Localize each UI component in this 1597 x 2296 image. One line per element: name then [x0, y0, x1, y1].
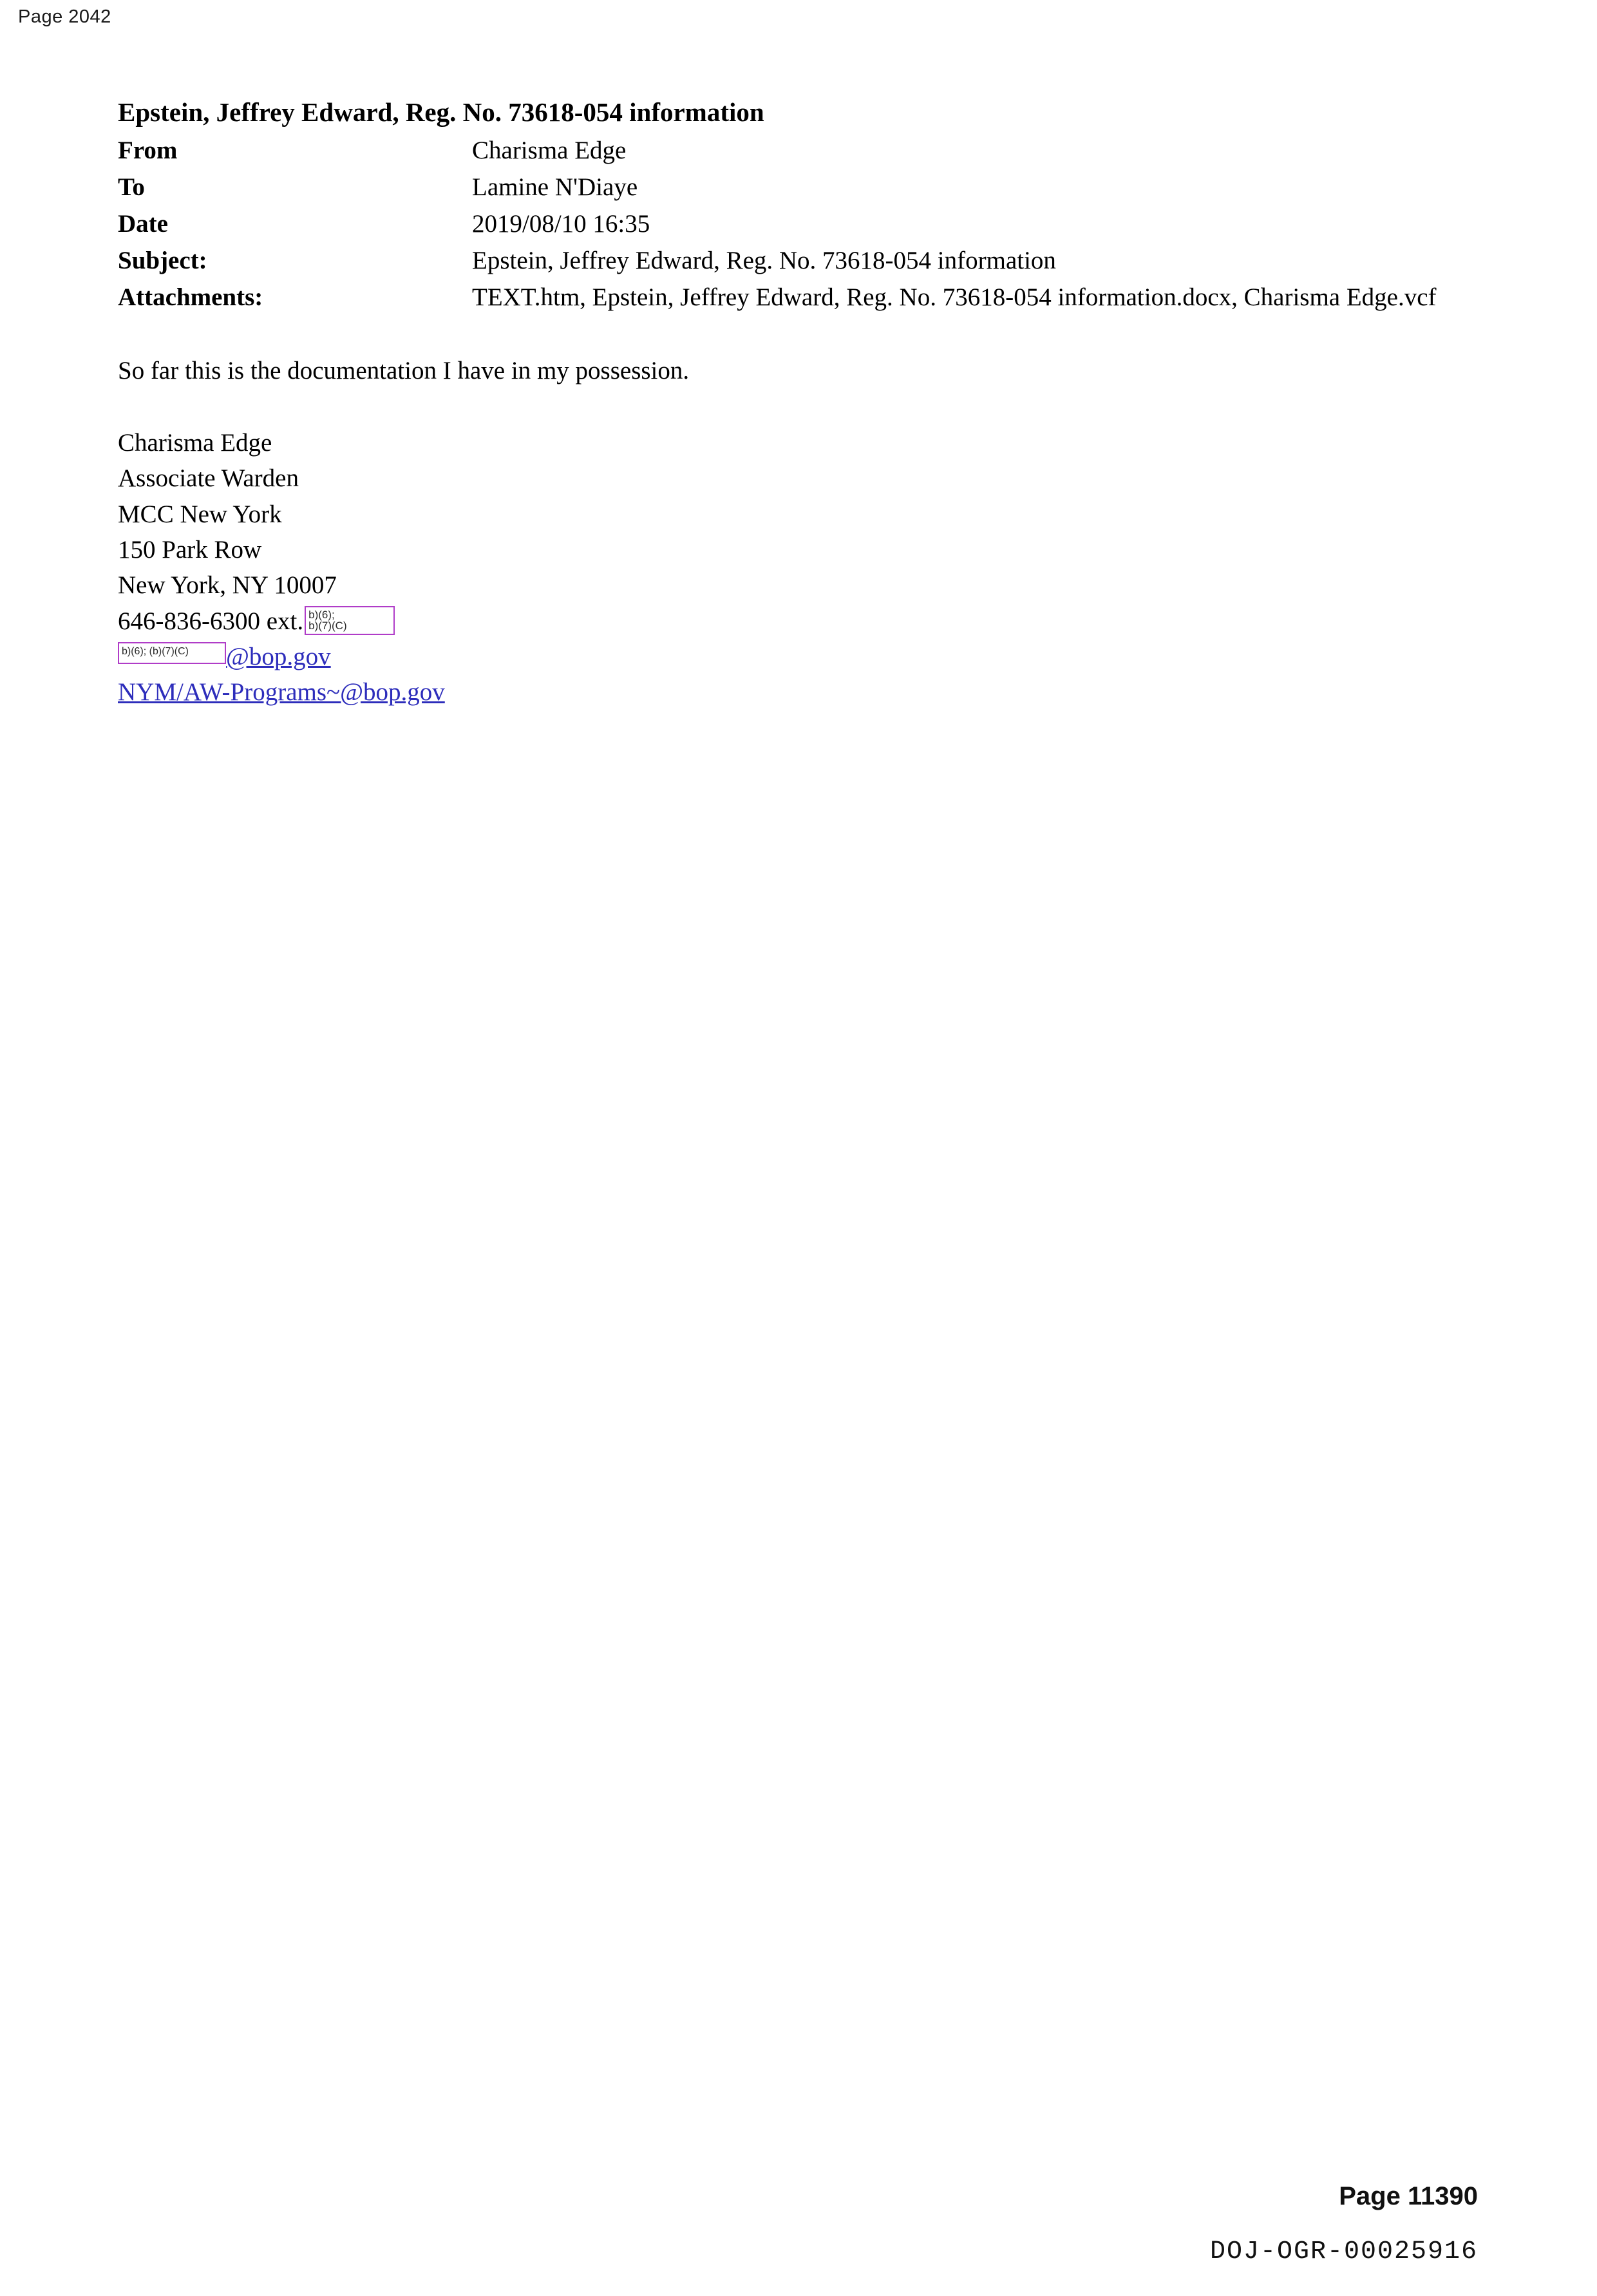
- email-header-table: [118, 134, 1470, 317]
- field-label-subject: Subject:: [118, 247, 207, 275]
- field-label-date: Date: [118, 210, 168, 238]
- field-label-to: To: [118, 173, 145, 202]
- table-row: [118, 244, 1470, 281]
- email-signature-block: [118, 425, 1470, 710]
- signature-facility: MCC New York: [118, 500, 282, 528]
- signature-email-alias-link[interactable]: NYM/AW-Programs~@bop.gov: [118, 678, 445, 707]
- email-body-text: So far this is the documentation I have in my possession.: [118, 356, 690, 384]
- redaction-box-email: b)(6); (b)(7)(C): [118, 642, 226, 664]
- signature-street: 150 Park Row: [118, 535, 262, 564]
- field-label-from: From: [118, 137, 178, 165]
- signature-title: Associate Warden: [118, 464, 299, 493]
- footer-bates-number: DOJ-OGR-00025916: [1209, 2237, 1478, 2266]
- field-value-to: Lamine N'Diaye: [472, 173, 638, 202]
- signature-email-line: [118, 639, 1470, 674]
- footer-page-number: Page 11390: [1339, 2182, 1478, 2210]
- signature-name: Charisma Edge: [118, 428, 272, 457]
- field-value-attachments: TEXT.htm, Epstein, Jeffrey Edward, Reg. No. 73618-054 information.docx, Charisma Edge.vcf: [472, 283, 1437, 311]
- table-row: [118, 134, 1470, 171]
- email-title: Epstein, Jeffrey Edward, Reg. No. 73618-054 information: [118, 97, 764, 127]
- signature-city-state-zip: New York, NY 10007: [118, 571, 337, 600]
- signature-email-domain-link[interactable]: @bop.gov: [226, 643, 331, 671]
- signature-email-alias-line: [118, 674, 1470, 710]
- table-row: [118, 281, 1470, 318]
- table-row: [118, 171, 1470, 207]
- field-value-subject: Epstein, Jeffrey Edward, Reg. No. 73618-054 information: [472, 247, 1056, 275]
- table-row: [118, 207, 1470, 244]
- field-label-attachments: Attachments:: [118, 283, 263, 311]
- page-stamp: Page 2042: [18, 6, 111, 27]
- signature-phone: 646-836-6300 ext.: [118, 607, 304, 635]
- email-document: [118, 95, 1470, 710]
- field-value-from: Charisma Edge: [472, 137, 627, 165]
- redaction-code-line2: b)(7)(C): [308, 620, 347, 632]
- redaction-box-extension: [305, 606, 395, 635]
- signature-phone-line: [118, 603, 1470, 639]
- field-value-date: 2019/08/10 16:35: [472, 210, 650, 238]
- redaction-code-line1: b)(6);: [308, 609, 335, 621]
